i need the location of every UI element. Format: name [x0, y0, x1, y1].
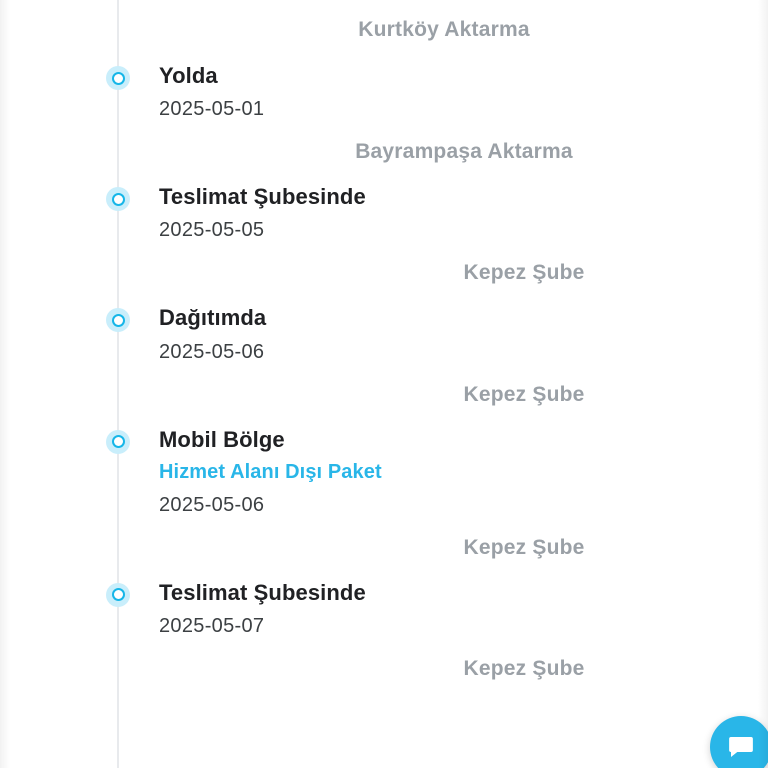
- timeline-location: Kepez Şube: [463, 656, 585, 680]
- timeline-location: Kepez Şube: [463, 261, 585, 285]
- event-title: Mobil Bölge: [159, 426, 285, 452]
- event-date: 2025-05-06: [159, 493, 265, 516]
- chat-support-button[interactable]: [710, 716, 768, 768]
- timeline-node-icon: [106, 66, 130, 90]
- timeline-node-icon: [106, 187, 130, 211]
- event-date: 2025-05-06: [159, 340, 265, 363]
- timeline-location: Kurtköy Aktarma: [358, 18, 530, 41]
- event-note: Hizmet Alanı Dışı Paket: [159, 460, 382, 483]
- event-date: 2025-05-05: [159, 219, 265, 242]
- event-title: Yolda: [159, 63, 218, 88]
- tracking-timeline: [0, 18, 768, 681]
- timeline-location: Bayrampaşa Aktarma: [355, 140, 573, 164]
- event-date: 2025-05-01: [159, 98, 265, 121]
- timeline-event[interactable]: [0, 581, 768, 638]
- chat-bubble-icon: [726, 732, 756, 762]
- timeline-event[interactable]: [0, 306, 768, 363]
- timeline-event[interactable]: [0, 64, 768, 121]
- timeline-event[interactable]: [0, 185, 768, 242]
- event-title: Teslimat Şubesinde: [159, 579, 366, 605]
- timeline-location: Kepez Şube: [463, 382, 585, 406]
- timeline-node-icon: [106, 308, 130, 332]
- event-date: 2025-05-07: [159, 614, 265, 637]
- event-title: Teslimat Şubesinde: [159, 184, 366, 210]
- timeline-node-icon: [106, 430, 130, 454]
- timeline-event[interactable]: [0, 428, 768, 517]
- timeline-node-icon: [106, 583, 130, 607]
- timeline-location: Kepez Şube: [463, 535, 585, 559]
- event-title: Dağıtımda: [159, 305, 267, 331]
